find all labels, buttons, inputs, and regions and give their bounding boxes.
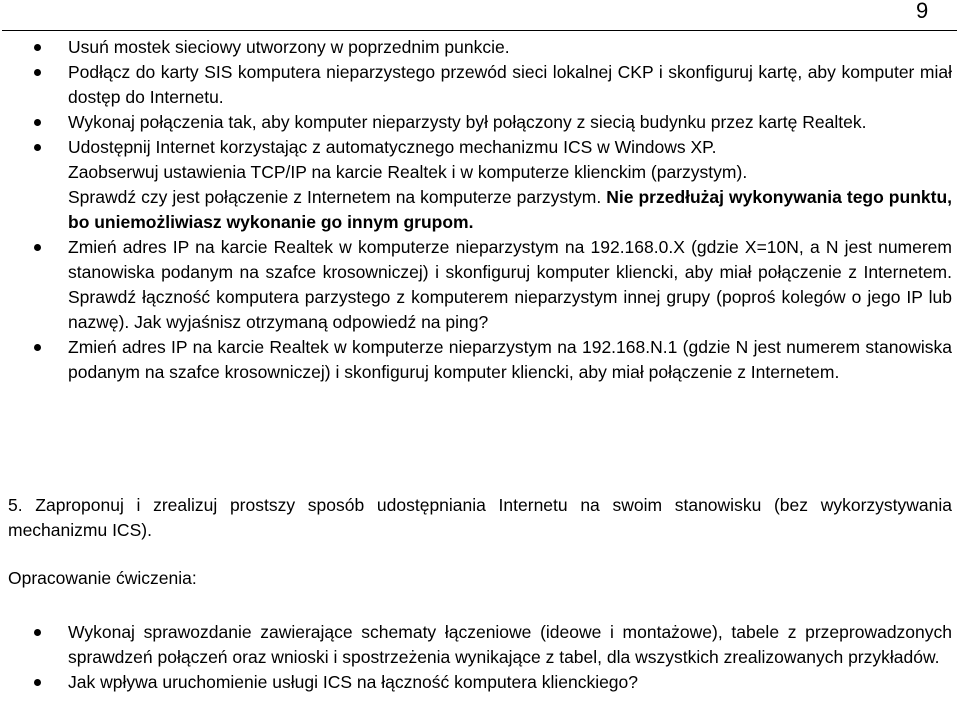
list-item	[0, 235, 952, 335]
section-heading: Opracowanie ćwiczenia:	[8, 568, 197, 588]
report-list	[0, 620, 959, 695]
bullet-icon	[34, 119, 41, 126]
list-item-text: Sprawdź czy jest połączenie z Internetem na komputerze parzystym.	[68, 187, 607, 207]
bullet-icon	[34, 44, 41, 51]
list-item-text: Zmień adres IP na karcie Realtek w komputerze nieparzystym na 192.168.N.1 (gdzie N jest numerem stanowiska podanym na szafce krosowniczej) i skonfiguruj komputer kliencki, aby miał połączenie z Internetem.	[68, 337, 952, 382]
list-item-line: Udostępnij Internet korzystając z automatycznego mechanizmu ICS w Windows XP.	[68, 137, 717, 157]
warning-text: Nie przedłużaj wykonywania tego punktu, bo uniemożliwiasz wykonanie go innym grupom	[68, 187, 952, 232]
warning-text-end: .	[468, 212, 474, 232]
list-item-line: Zaobserwuj ustawienia TCP/IP na karcie Realtek i w komputerze klienckim (parzystym).	[68, 162, 748, 182]
list-item-text: Zmień adres IP na karcie Realtek w komputerze nieparzystym na 192.168.0.X (gdzie X=10N, a N jest numerem stanowiska podanym na szafce krosowniczej) i skonfiguruj komputer kliencki, aby miał połączenie z Internetem. Sprawdź łączność komputera parzystego z komputerem nieparzystym innej grupy (poproś kolegów o jego IP lub nazwę). Jak wyjaśnisz otrzymaną odpowiedź na ping?	[68, 237, 952, 332]
list-item-text: Jak wpływa uruchomienie usługi ICS na łączność komputera klienckiego?	[68, 672, 639, 692]
list-item	[0, 670, 952, 695]
page-number: 9	[916, 0, 929, 23]
list-item	[0, 620, 952, 670]
list-item-text: Wykonaj sprawozdanie zawierające schematy łączeniowe (ideowe i montażowe), tabele z przeprowadzonych sprawdzeń połączeń oraz wnioski i spostrzeżenia wynikające z tabel, dla wszystkich zrealizowanych przykładów.	[68, 622, 952, 667]
step-text: Zaproponuj i zrealizuj prostszy sposób udostępniania Internetu na swoim stanowisku (bez wykorzystywania mechanizmu ICS).	[8, 495, 952, 540]
list-item	[0, 110, 952, 135]
bullet-icon	[34, 679, 41, 686]
step-number: 5.	[8, 495, 23, 515]
bullet-icon	[34, 344, 41, 351]
list-item-text: Podłącz do karty SIS komputera nieparzystego przewód sieci lokalnej CKP i skonfiguruj kartę, aby komputer miał dostęp do Internetu.	[68, 62, 952, 107]
bullet-icon	[34, 629, 41, 636]
list-item-text: Wykonaj połączenia tak, aby komputer nieparzysty był połączony z siecią budynku przez kartę Realtek.	[68, 112, 867, 132]
bullet-icon	[34, 69, 41, 76]
list-item	[0, 135, 952, 235]
task-list	[0, 35, 959, 385]
list-item	[0, 35, 952, 60]
bullet-icon	[34, 144, 41, 151]
bullet-icon	[34, 244, 41, 251]
list-item	[0, 60, 952, 110]
header-rule	[2, 30, 957, 31]
list-item-line	[68, 185, 952, 235]
list-item	[0, 335, 952, 385]
step-5	[8, 493, 952, 543]
list-item-text: Usuń mostek sieciowy utworzony w poprzednim punkcie.	[68, 37, 510, 57]
